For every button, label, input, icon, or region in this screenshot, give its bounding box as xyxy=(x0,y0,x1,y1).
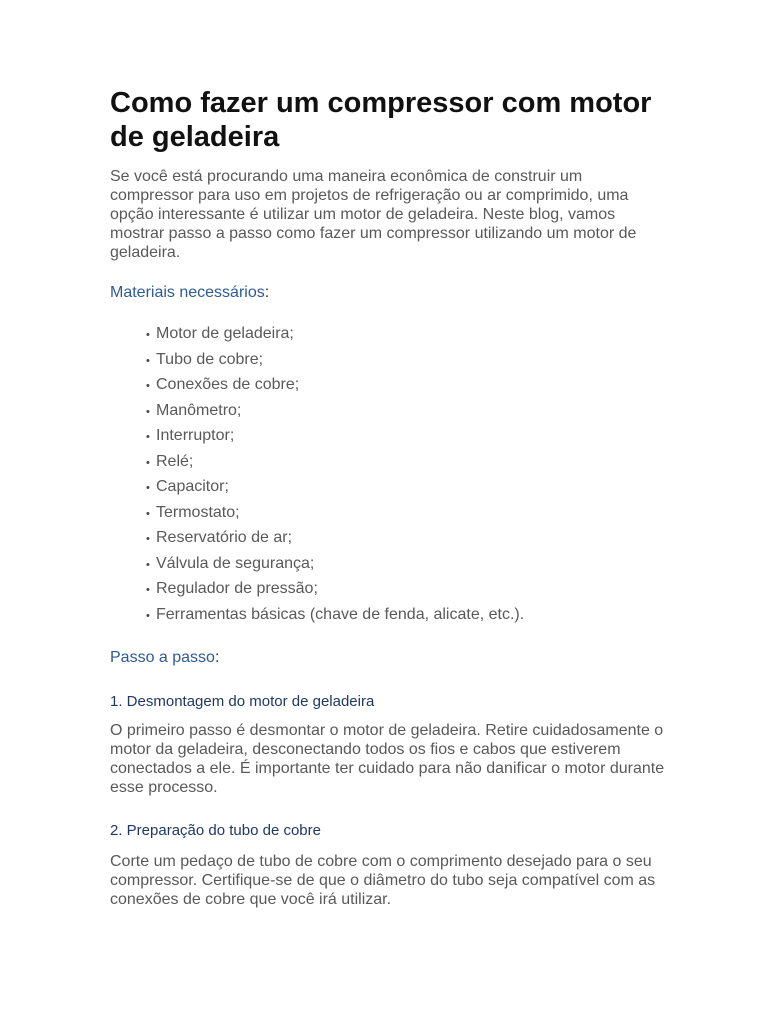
list-item-text: Reservatório de ar; xyxy=(156,529,293,546)
bullet-icon: • xyxy=(146,354,150,367)
materials-list xyxy=(110,322,670,628)
bullet-icon: • xyxy=(146,456,150,469)
list-item xyxy=(146,501,670,527)
list-item-text: Ferramentas básicas (chave de fenda, alicate, etc.). xyxy=(156,605,525,623)
list-item xyxy=(146,526,670,552)
list-item xyxy=(146,450,670,476)
bullet-icon: • xyxy=(146,380,150,392)
materials-heading xyxy=(110,283,670,302)
list-item xyxy=(146,475,670,501)
list-item xyxy=(146,348,670,374)
bullet-icon: • xyxy=(146,507,150,520)
bullet-icon: • xyxy=(146,329,150,341)
bullet-icon: • xyxy=(146,584,150,596)
bullet-icon: • xyxy=(146,533,150,545)
list-item-text: Manômetro; xyxy=(156,401,242,419)
steps-heading-colon: : xyxy=(214,649,220,666)
list-item-text: Termostato; xyxy=(156,503,240,521)
bullet-icon: • xyxy=(146,431,150,443)
list-item xyxy=(146,577,670,603)
bullet-icon: • xyxy=(146,482,150,494)
steps-heading xyxy=(110,648,670,667)
list-item xyxy=(146,552,670,578)
list-item-text: Válvula de segurança; xyxy=(156,554,315,572)
bullet-icon: • xyxy=(146,609,150,622)
step-1-title: 1. Desmontagem do motor de geladeira xyxy=(110,693,375,710)
step-2-paragraph: Corte um pedaço de tubo de cobre com o comprimento desejado para o seu compressor. Certifique-se de que o diâmetro do tubo seja compatível com as conexões de cobre que você irá utilizar. xyxy=(110,853,656,908)
steps-heading-text: Passo a passo xyxy=(110,649,215,666)
list-item-text: Relé; xyxy=(156,452,194,470)
list-item xyxy=(146,424,670,450)
materials-heading-text: Materiais necessários xyxy=(110,284,265,301)
materials-heading-colon: : xyxy=(264,284,270,301)
step-2-title: 2. Preparação do tubo de cobre xyxy=(110,822,321,839)
bullet-icon: • xyxy=(146,558,150,571)
list-item xyxy=(146,603,670,629)
list-item-text: Conexões de cobre; xyxy=(156,376,300,393)
list-item-text: Regulador de pressão; xyxy=(156,580,318,597)
list-item-text: Interruptor; xyxy=(156,427,235,444)
list-item xyxy=(146,373,670,399)
step-1-paragraph: O primeiro passo é desmontar o motor de geladeira. Retire cuidadosamente o motor da geladeira, desconectando todos os fios e cabos que estiverem conectados a ele. É importante ter cuidado para não danificar o motor durante esse processo. xyxy=(110,722,665,796)
list-item xyxy=(146,399,670,425)
list-item-text: Motor de geladeira; xyxy=(156,325,294,342)
document-page xyxy=(110,86,670,909)
list-item xyxy=(146,322,670,348)
bullet-icon: • xyxy=(146,405,150,418)
list-item-text: Capacitor; xyxy=(156,478,229,495)
article-title: Como fazer um compressor com motor de geladeira xyxy=(110,87,652,153)
list-item-text: Tubo de cobre; xyxy=(156,350,264,368)
intro-paragraph: Se você está procurando uma maneira econômica de construir um compressor para uso em projetos de refrigeração ou ar comprimido, uma opção interessante é utilizar um motor de geladeira. Neste blog, vamos mostrar passo a passo como fazer um compressor utilizando um motor de geladeira. xyxy=(110,168,637,261)
